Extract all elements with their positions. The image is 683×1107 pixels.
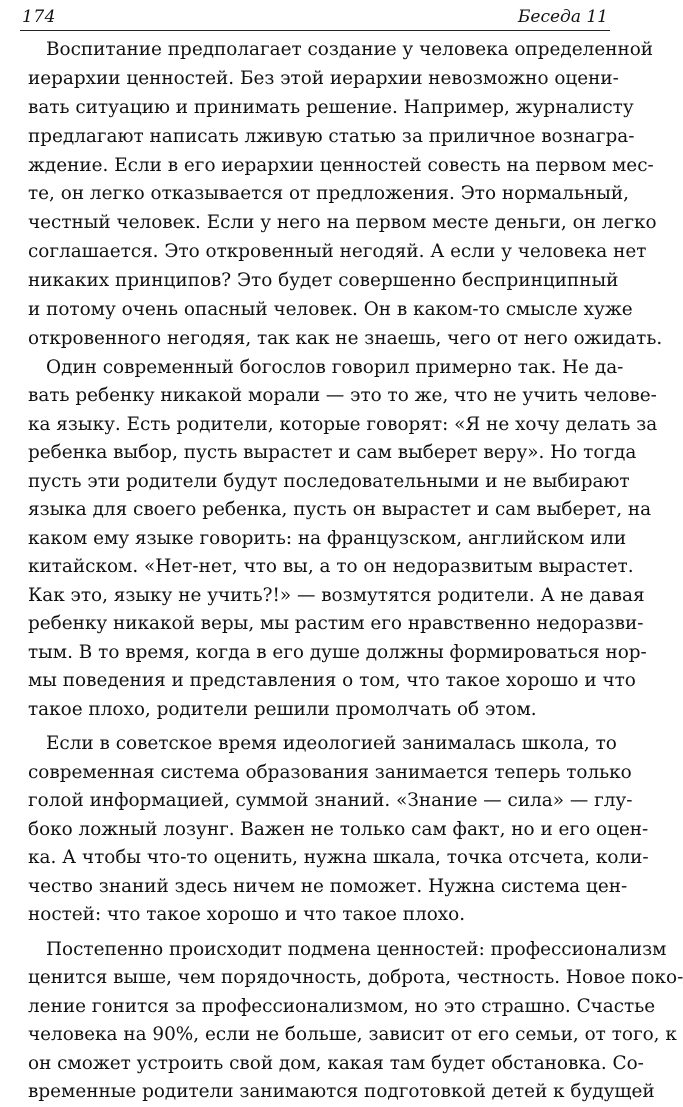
paragraph-3 bbox=[28, 730, 649, 930]
running-head: Беседа 11 bbox=[517, 7, 608, 27]
text-line: боко ложный лозунг. Важен не только сам факт, но и его оцен- bbox=[28, 818, 649, 840]
text-line: ребенка выбор, пусть вырастет и сам выберет веру». Но тогда bbox=[28, 442, 637, 464]
text-line: иерархии ценностей. Без этой иерархии невозможно оцени- bbox=[28, 67, 619, 89]
text-line: современная система образования занимается теперь только bbox=[28, 761, 632, 783]
text-line: те, он легко отказывается от предложения. Это нормальный, bbox=[28, 183, 629, 205]
text-line: ценится выше, чем порядочность, доброта, честность. Новое поко- bbox=[28, 967, 683, 989]
text-line: Как это, языку не учить?!» — возмутятся родители. А не давая bbox=[28, 584, 645, 606]
text-line: ление гонится за профессионализмом, но это страшно. Счастье bbox=[28, 995, 656, 1017]
text-line: ребенку никакой веры, мы растим его нравственно недоразви- bbox=[28, 613, 644, 635]
text-line: чество знаний здесь ничем не поможет. Нужна система цен- bbox=[28, 875, 628, 897]
paragraph-4 bbox=[28, 936, 683, 1107]
text-line: ждение. Если в его иерархии ценностей совесть на первом мес- bbox=[28, 154, 654, 176]
paragraph-2 bbox=[28, 354, 658, 725]
text-line: голой информацией, суммой знаний. «Знание — сила» — глу- bbox=[28, 790, 633, 812]
text-line: Если в советское время идеологией занималась школа, то bbox=[46, 733, 617, 755]
text-line: никаких принципов? Это будет совершенно беспринципный bbox=[28, 270, 619, 292]
text-line: откровенного негодяя, так как не знаешь, чего от него ожидать. bbox=[28, 327, 663, 349]
text-line: тым. В то время, когда в его душе должны формироваться нор- bbox=[28, 641, 647, 663]
text-line: вать ребенку никакой морали — это то же, что не учить челове- bbox=[28, 385, 657, 407]
text-line: пусть эти родители будут последовательными и не выбирают bbox=[28, 470, 630, 492]
text-line: ностей: что такое хорошо и что такое плохо. bbox=[28, 904, 466, 926]
text-line: ка. А чтобы что-то оценить, нужна шкала, точка отсчета, коли- bbox=[28, 847, 649, 869]
text-line: Один современный богослов говорил примерно так. Не да- bbox=[46, 356, 624, 378]
text-line: человека на 90%, если не больше, зависит от его семьи, от того, к bbox=[28, 1024, 677, 1046]
text-line: такое плохо, родители решили промолчать об этом. bbox=[28, 698, 537, 720]
text-line: временные родители занимаются подготовкой детей к будущей bbox=[28, 1081, 655, 1103]
text-line: вать ситуацию и принимать решение. Например, журналисту bbox=[28, 96, 634, 118]
text-line: он сможет устроить свой дом, какая там будет обстановка. Со- bbox=[28, 1052, 644, 1074]
text-line: мы поведения и представления о том, что такое хорошо и что bbox=[28, 670, 636, 692]
page-number: 174 bbox=[22, 7, 56, 27]
text-line: Постепенно происходит подмена ценностей: профессионализм bbox=[46, 938, 667, 960]
text-line: ка языку. Есть родители, которые говорят: «Я не хочу делать за bbox=[28, 413, 658, 435]
page-header bbox=[20, 2, 610, 31]
text-line: Воспитание предполагает создание у человека определенной bbox=[46, 39, 654, 60]
text-line: и потому очень опасный человек. Он в каком-то смысле хуже bbox=[28, 299, 633, 321]
text-line: соглашается. Это откровенный негодяй. А если у человека нет bbox=[28, 241, 647, 263]
text-line: предлагают написать лживую статью за приличное вознагра- bbox=[28, 125, 635, 147]
text-line: честный человек. Если у него на первом месте деньги, он легко bbox=[28, 212, 657, 234]
text-line: китайском. «Нет-нет, что вы, а то он недоразвитым вырастет. bbox=[28, 556, 634, 578]
body-text bbox=[28, 36, 683, 1107]
text-line: каком ему языке говорить: на французском, английском или bbox=[28, 527, 627, 549]
text-line: языка для своего ребенка, пусть он вырастет и сам выберет, на bbox=[28, 499, 652, 521]
paragraph-1 bbox=[28, 36, 663, 354]
